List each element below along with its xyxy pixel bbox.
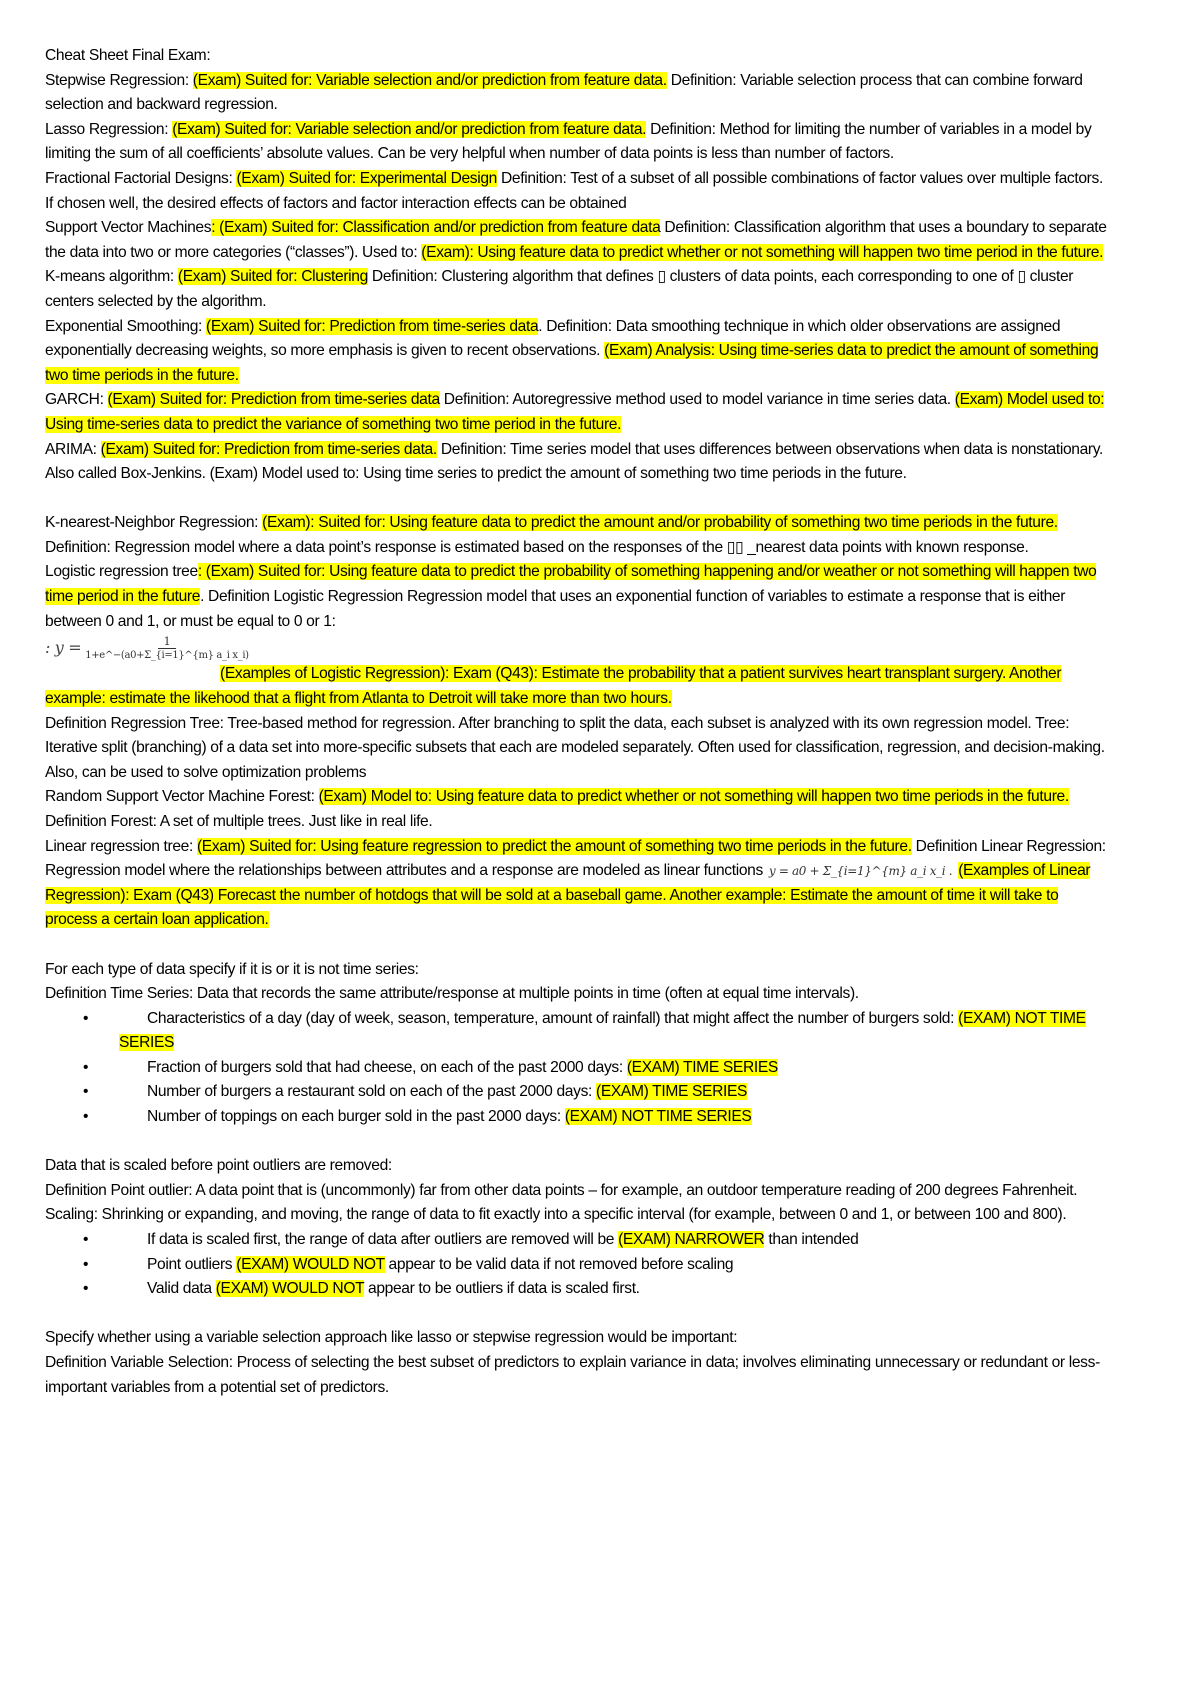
- exam-highlight: : (Exam) Suited for: Classification and/or prediction from feature data: [211, 219, 661, 237]
- exam-highlight: (Examples of Logistic Regression): Exam (Q43): Estimate the probability that a patient survives heart transplant surgery. Another example: estimate the likehood that a flight from Atlanta to Detroit will take more than two hours.: [45, 665, 1062, 707]
- definition: Definition Forest: A set of multiple trees. Just like in real life.: [45, 812, 433, 830]
- term-label: ARIMA:: [45, 440, 101, 458]
- page-title: Cheat Sheet Final Exam:: [45, 47, 211, 64]
- term-label: Stepwise Regression:: [45, 71, 193, 89]
- document: [45, 44, 1110, 1400]
- logistic-examples-line: [0, 662, 1110, 711]
- logistic-fraction: [85, 635, 248, 662]
- definition: . Definition: Data smoothing technique in which older observations are assigned exponentially decreasing weights, so more emphasis is given to recent observations.: [45, 317, 1061, 360]
- bullet-icon: •: [83, 1083, 89, 1101]
- exam-highlight: (Exam) Suited for: Variable selection and/or prediction from feature data.: [172, 120, 647, 138]
- entry-kmeans: [45, 265, 1110, 314]
- term-label: Logistic regression tree: [45, 563, 198, 581]
- varsel-heading: Specify whether using a variable selection approach like lasso or stepwise regression would be important:: [45, 1329, 738, 1347]
- exam-highlight: (Exam) Suited for: Using feature regression to predict the amount of something two time periods in the future.: [196, 837, 912, 855]
- exam-highlight-2: (Exam) Analysis: Using time-series data to predict the amount of something two time periods in the future.: [45, 342, 1099, 384]
- term-label: Linear regression tree:: [45, 837, 197, 855]
- bullet-icon: •: [83, 1280, 89, 1298]
- exam-answer: (EXAM) WOULD NOT: [215, 1280, 365, 1298]
- list-item: • Characteristics of a day (day of week, season, temperature, amount of rainfall) that might affect the number of burgers sold: (EXAM) NOT TIME SERIES: [45, 1007, 1110, 1056]
- exam-highlight-2: (Exam) Model used to: Using time-series data to predict the variance of something two time period in the future.: [45, 391, 1105, 433]
- term-label: Random Support Vector Machine Forest:: [45, 788, 319, 806]
- list-item: • Number of toppings on each burger sold in the past 2000 days: (EXAM) NOT TIME SERIES: [45, 1105, 1110, 1130]
- bullet-icon: •: [83, 1255, 89, 1273]
- exam-highlight: (Exam) Suited for: Prediction from time-series data: [206, 317, 539, 335]
- list-item: • Point outliers (EXAM) WOULD NOT appear to be valid data if not removed before scaling: [45, 1253, 1110, 1278]
- entry-svm: [45, 216, 1110, 265]
- entry-knn: [45, 511, 1110, 560]
- entry-fractional-factorial: [45, 167, 1110, 216]
- term-label: K-means algorithm:: [45, 268, 178, 286]
- definition: Definition: Classification algorithm that uses a boundary to separate the data into two or more categories (“classes”). Used to:: [45, 219, 1107, 261]
- definition: Definition: Regression model where a data point’s response is estimated based on the responses of the ▯▯ _nearest data points with known response.: [45, 538, 1029, 556]
- varsel-definition: Definition Variable Selection: Process of selecting the best subset of predictors to explain variance in data; involves eliminating unnecessary or redundant or less-important variables from a potential set of predictors.: [45, 1354, 1100, 1396]
- bullet-icon: •: [83, 1231, 89, 1249]
- exam-highlight: (Exam) Suited for: Prediction from time-series data.: [100, 440, 437, 458]
- definition: . Definition Logistic Regression Regression model that uses an exponential function of variables to estimate a response that is either between 0 and 1, or must be equal to 0 or 1:: [45, 588, 1066, 630]
- definition: Definition: Test of a subset of all possible combinations of factor values over multiple factors. If chosen well, the desired effects of factors and factor interaction effects can be obtained: [45, 169, 1103, 212]
- scaling-definition: Definition Point outlier: A data point that is (uncommonly) far from other data points – for example, an outdoor temperature reading of 200 degrees Fahrenheit. Scaling: Shrinking or expanding, and moving, the range of data to fit exactly into a specific interval (for example, between 0 and 1, or between 100 and 800).: [45, 1181, 1078, 1224]
- logistic-formula: [45, 634, 1110, 662]
- term-label: Fractional Factorial Designs:: [45, 169, 237, 187]
- exam-highlight: (Exam) Model to: Using feature data to predict whether or not something will happen two time periods in the future.: [318, 788, 1069, 806]
- term-label: Exponential Smoothing:: [45, 317, 206, 335]
- spacer: [45, 933, 1110, 958]
- spacer: [45, 1130, 1110, 1155]
- list-item: • Number of burgers a restaurant sold on each of the past 2000 days: (EXAM) TIME SERIES: [45, 1080, 1110, 1105]
- term-label: K-nearest-Neighbor Regression:: [45, 514, 263, 532]
- exam-highlight: (Exam) Suited for: Prediction from time-series data: [107, 391, 440, 409]
- entry-stepwise: [45, 69, 1110, 118]
- exam-answer: (EXAM) NARROWER: [618, 1231, 765, 1249]
- exam-answer: (EXAM) NOT TIME SERIES: [119, 1009, 1086, 1052]
- entry-exponential-smoothing: [45, 315, 1110, 389]
- list-item: • Valid data (EXAM) WOULD NOT appear to be outliers if data is scaled first.: [45, 1277, 1110, 1302]
- bullet-icon: •: [83, 1108, 89, 1126]
- entry-lasso: [45, 118, 1110, 167]
- definition: Definition Linear Regression: Regression model where the relationships between attributes and a response are modeled as linear functions: [45, 837, 1106, 880]
- exam-highlight: (Exam) Suited for: Clustering: [177, 268, 368, 286]
- definition: Definition: Method for limiting the number of variables in a model by limiting the sum of all coefficients’ absolute values. Can be very helpful when number of data points is less than number of factors.: [45, 120, 1092, 163]
- bullet-icon: •: [83, 1058, 89, 1076]
- bullet-icon: •: [83, 1009, 89, 1027]
- exam-highlight: (Exam) Suited for: Experimental Design: [236, 169, 498, 187]
- formula-denominator: 1+e^−(a0+Σ_{i=1}^{m} a_i x_i): [85, 649, 249, 661]
- exam-highlight-2: (Exam): Using feature data to predict whether or not something will happen two time period in the future.: [421, 243, 1104, 261]
- definition: Definition: Clustering algorithm that defines ▯ clusters of data points, each corresponding to one of ▯ cluster centers selected by the algorithm.: [45, 268, 1074, 310]
- exam-highlight: (Exam): Suited for: Using feature data to predict the amount and/or probability of something two time periods in the future.: [262, 514, 1058, 532]
- definition: Definition: Autoregressive method used to model variance in time series data.: [439, 391, 955, 409]
- definition: Definition: Variable selection process that can combine forward selection and backward regression.: [45, 71, 1083, 114]
- entry-garch: [45, 388, 1110, 437]
- definition: Definition: Time series model that uses differences between observations when data is nonstationary. Also called Box-Jenkins. (Exam) Model used to: Using time series to predict the amount of something two time periods in the future.: [45, 440, 1104, 483]
- exam-highlight-2: (Examples of Linear Regression): Exam (Q43) Forecast the number of hotdogs that will be sold at a baseball game. Another example: Estimate the amount of time it will take to process a certain loan application.: [45, 862, 1091, 929]
- formula-numerator: 1: [158, 635, 177, 649]
- exam-answer: (EXAM) TIME SERIES: [595, 1083, 748, 1101]
- entry-random-svm-forest: [45, 785, 1110, 834]
- exam-highlight: : (Exam) Suited for: Using feature data to predict the probability of something happening and/or weather or not something will happen two time period in the future: [45, 563, 1097, 606]
- exam-answer: (EXAM) TIME SERIES: [626, 1058, 778, 1076]
- exam-highlight: (Exam) Suited for: Variable selection and/or prediction from feature data.: [192, 71, 667, 89]
- entry-arima: [45, 438, 1110, 487]
- spacer: [45, 1302, 1110, 1327]
- linear-formula: y = a0 + Σ_{i=1}^{m} a_i x_i .: [768, 864, 953, 879]
- term-label: Support Vector Machines: [45, 219, 212, 237]
- entry-logistic: [45, 560, 1110, 634]
- exam-answer: (EXAM) NOT TIME SERIES: [564, 1108, 752, 1126]
- scaling-heading: Data that is scaled before point outliers are removed:: [45, 1157, 392, 1175]
- list-item: • Fraction of burgers sold that had cheese, on each of the past 2000 days: (EXAM) TIME SERIES: [45, 1056, 1110, 1081]
- spacer: [45, 487, 1110, 512]
- list-item: • If data is scaled first, the range of data after outliers are removed will be (EXAM) NARROWER than intended: [45, 1228, 1110, 1253]
- definition-regression-tree: Definition Regression Tree: Tree-based method for regression. After branching to split the data, each subset is analyzed with its own regression model. Tree: Iterative split (branching) of a data set into more-specific subsets that each are modeled separately. Often used for classification, regression, and decision-making. Also, can be used to solve optimization problems: [45, 714, 1105, 781]
- exam-answer: (EXAM) WOULD NOT: [236, 1255, 385, 1273]
- timeseries-definition: Definition Time Series: Data that records the same attribute/response at multiple points in time (often at equal time intervals).: [45, 985, 859, 1003]
- formula-lead: : y =: [45, 638, 82, 658]
- timeseries-heading: For each type of data specify if it is or it is not time series:: [45, 960, 419, 978]
- term-label: GARCH:: [45, 391, 108, 409]
- term-label: Lasso Regression:: [45, 120, 173, 138]
- entry-linear-regression: [45, 835, 1110, 933]
